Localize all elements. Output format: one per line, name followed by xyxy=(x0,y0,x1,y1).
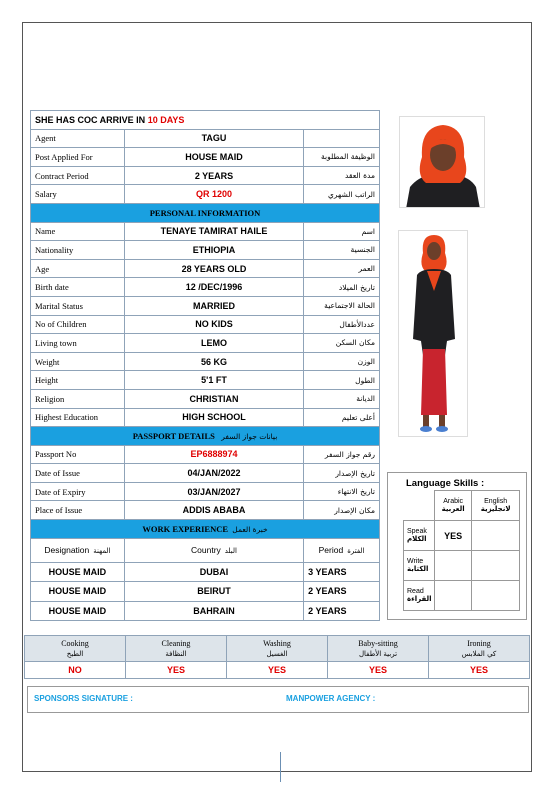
language-row-write xyxy=(404,551,520,581)
work-period: 2 YEARS xyxy=(304,582,380,602)
skill-title-cooking xyxy=(25,636,126,662)
info-value: MARRIED xyxy=(124,296,303,315)
info-value: 56 KG xyxy=(124,352,303,371)
language-col-label: English xyxy=(484,498,508,505)
language-skills-table xyxy=(403,490,520,611)
info-label: Birth date xyxy=(31,278,125,297)
info-label: Date of Expiry xyxy=(31,482,125,501)
coc-prefix: SHE HAS COC ARRIVE IN xyxy=(35,114,148,125)
info-label: Name xyxy=(31,222,125,241)
portrait-illustration xyxy=(400,117,485,208)
column-label-ar: الفترة xyxy=(347,547,365,556)
language-row-label xyxy=(404,551,435,581)
work-row xyxy=(31,601,380,621)
language-value xyxy=(472,521,520,551)
column-period xyxy=(304,538,380,562)
language-col-label-ar: العربية xyxy=(441,505,465,513)
info-value: 2 YEARS xyxy=(124,166,303,185)
sponsor-signature-label: SPONSORS SIGNATURE : xyxy=(34,694,133,703)
language-row-label xyxy=(404,521,435,551)
info-label-ar: تاريخ الميلاد xyxy=(304,278,380,297)
info-label: Post Applied For xyxy=(31,148,125,167)
section-title xyxy=(31,427,380,446)
info-label-ar: مدة العقد xyxy=(304,166,380,185)
work-row xyxy=(31,562,380,582)
info-label-ar: الديانة xyxy=(304,389,380,408)
language-row-label-en: Read xyxy=(407,588,424,595)
column-label: Country xyxy=(191,545,221,556)
work-designation: HOUSE MAID xyxy=(31,601,125,621)
skill-label-ar: تربية الأطفال xyxy=(358,649,398,658)
info-row xyxy=(31,371,380,390)
info-label: Salary xyxy=(31,185,125,204)
info-label-ar: العمر xyxy=(304,259,380,278)
full-body-photo xyxy=(398,230,468,437)
column-designation xyxy=(31,538,125,562)
skill-label: Baby-sitting xyxy=(358,638,398,648)
work-country: DUBAI xyxy=(124,562,303,582)
skill-title-washing xyxy=(227,636,328,662)
info-label: Age xyxy=(31,259,125,278)
language-skills-box xyxy=(387,472,527,620)
info-label-ar: الطول xyxy=(304,371,380,390)
work-columns-row xyxy=(31,538,380,562)
info-row xyxy=(31,278,380,297)
section-title-en: PASSPORT DETAILS xyxy=(132,430,215,441)
info-value: LEMO xyxy=(124,334,303,353)
section-title-ar: بيانات جواز السفر xyxy=(221,431,278,441)
full-body-illustration xyxy=(399,231,468,437)
info-label-ar: عددالأطفال xyxy=(304,315,380,334)
coc-arrival-text xyxy=(31,111,380,130)
column-label-ar: المهنة xyxy=(93,547,111,556)
info-value: CHRISTIAN xyxy=(124,389,303,408)
info-row xyxy=(31,222,380,241)
column-label: Period xyxy=(318,545,344,556)
info-label: Religion xyxy=(31,389,125,408)
info-row xyxy=(31,334,380,353)
info-label: No of Children xyxy=(31,315,125,334)
info-value: 12 /DEC/1996 xyxy=(124,278,303,297)
skill-label: Washing xyxy=(263,638,291,648)
manpower-agency-label: MANPOWER AGENCY : xyxy=(286,694,376,703)
language-row-speak xyxy=(404,521,520,551)
info-label-ar: مكان الإصدار xyxy=(304,501,380,520)
language-value xyxy=(472,581,520,611)
info-value: ADDIS ABABA xyxy=(124,501,303,520)
info-row xyxy=(31,259,380,278)
info-row xyxy=(31,296,380,315)
section-title xyxy=(31,520,380,539)
language-row-label xyxy=(404,581,435,611)
language-row-label-ar: الكلام xyxy=(407,535,427,543)
skill-label-ar: الغسيل xyxy=(266,649,288,658)
language-row-label-ar: القراءة xyxy=(407,595,432,603)
work-country: BAHRAIN xyxy=(124,601,303,621)
section-passport-header xyxy=(31,427,380,446)
info-value: 28 YEARS OLD xyxy=(124,259,303,278)
info-row xyxy=(31,352,380,371)
skill-label-ar: النظافة xyxy=(165,649,187,658)
info-label: Date of Issue xyxy=(31,464,125,483)
language-row-label-en: Write xyxy=(407,558,424,565)
skill-value: YES xyxy=(429,662,530,679)
language-col-label: Arabic xyxy=(443,498,464,505)
info-label-ar: تاريخ الانتهاء xyxy=(304,482,380,501)
info-label: Height xyxy=(31,371,125,390)
skill-value: YES xyxy=(227,662,328,679)
info-value: 5'1 FT xyxy=(124,371,303,390)
signature-box xyxy=(27,686,529,713)
info-label-ar: الجنسية xyxy=(304,241,380,260)
language-row-read xyxy=(404,581,520,611)
work-country: BEIRUT xyxy=(124,582,303,602)
info-value: HOUSE MAID xyxy=(124,148,303,167)
language-value: YES xyxy=(435,521,472,551)
info-row xyxy=(31,241,380,260)
info-row-post xyxy=(31,148,380,167)
skills-values-row xyxy=(25,662,530,679)
info-label: Highest Education xyxy=(31,408,125,427)
skills-titles-row xyxy=(25,636,530,662)
section-title-en: WORK EXPERIENCE xyxy=(142,523,229,534)
info-label: Weight xyxy=(31,352,125,371)
info-label-ar: الحالة الاجتماعية xyxy=(304,296,380,315)
info-label: Contract Period xyxy=(31,166,125,185)
info-label-ar: رقم جواز السفر xyxy=(304,445,380,464)
work-row xyxy=(31,582,380,602)
info-row-agent xyxy=(31,129,380,148)
skill-title-ironing xyxy=(429,636,530,662)
info-value: 04/JAN/2022 xyxy=(124,464,303,483)
language-col-label-ar: لانجليزية xyxy=(480,505,511,513)
language-value xyxy=(435,581,472,611)
section-title-ar: خبرة العمل xyxy=(232,524,268,534)
skill-value: YES xyxy=(328,662,429,679)
info-label-ar xyxy=(304,129,380,148)
skill-label-ar: كي الملابس xyxy=(461,649,497,658)
language-header-row xyxy=(404,491,520,521)
info-label: Nationality xyxy=(31,241,125,260)
skill-title-cleaning xyxy=(126,636,227,662)
info-row xyxy=(31,389,380,408)
info-row xyxy=(31,315,380,334)
info-label: Living town xyxy=(31,334,125,353)
info-row xyxy=(31,464,380,483)
info-row xyxy=(31,408,380,427)
language-corner-cell xyxy=(404,491,435,521)
info-value: TENAYE TAMIRAT HAILE xyxy=(124,222,303,241)
language-value xyxy=(472,551,520,581)
info-label-ar: تاريخ الإصدار xyxy=(304,464,380,483)
skills-table xyxy=(24,635,530,679)
info-label-ar: الراتب الشهري xyxy=(304,185,380,204)
info-value: NO KIDS xyxy=(124,315,303,334)
language-col-english xyxy=(472,491,520,521)
skill-label: Cooking xyxy=(61,638,89,648)
language-value xyxy=(435,551,472,581)
work-period: 2 YEARS xyxy=(304,601,380,621)
language-row-label-ar: الكتابة xyxy=(407,565,429,573)
info-label: Passport No xyxy=(31,445,125,464)
info-label-ar: الوزن xyxy=(304,352,380,371)
skill-label: Ironing xyxy=(467,638,491,648)
info-label: Marital Status xyxy=(31,296,125,315)
info-row xyxy=(31,482,380,501)
info-value: TAGU xyxy=(124,129,303,148)
info-row-contract xyxy=(31,166,380,185)
language-skills-title: Language Skills : xyxy=(406,478,485,489)
column-country xyxy=(124,538,303,562)
info-value: HIGH SCHOOL xyxy=(124,408,303,427)
skill-label-ar: الطبخ xyxy=(66,649,84,658)
work-designation: HOUSE MAID xyxy=(31,582,125,602)
column-label-ar: البلد xyxy=(224,547,237,556)
language-row-label-en: Speak xyxy=(407,528,427,535)
page-divider-mark xyxy=(280,752,281,782)
salary-value: QR 1200 xyxy=(124,185,303,204)
info-row xyxy=(31,501,380,520)
section-personal-header xyxy=(31,203,380,222)
info-label-ar: مكان السكن xyxy=(304,334,380,353)
skill-value: NO xyxy=(25,662,126,679)
info-label-ar: اسم xyxy=(304,222,380,241)
info-row xyxy=(31,445,380,464)
coc-days: 10 DAYS xyxy=(147,114,185,125)
info-label: Place of Issue xyxy=(31,501,125,520)
cv-info-table xyxy=(30,110,380,621)
info-label: Agent xyxy=(31,129,125,148)
passport-number: EP6888974 xyxy=(124,445,303,464)
info-row-salary xyxy=(31,185,380,204)
info-label-ar: الوظيفة المطلوبة xyxy=(304,148,380,167)
skill-label: Cleaning xyxy=(161,638,191,648)
work-period: 3 YEARS xyxy=(304,562,380,582)
info-label-ar: أعلى تعليم xyxy=(304,408,380,427)
coc-arrival-row xyxy=(31,111,380,130)
column-label: Designation xyxy=(44,545,90,556)
skill-title-babysitting xyxy=(328,636,429,662)
language-col-arabic xyxy=(435,491,472,521)
work-designation: HOUSE MAID xyxy=(31,562,125,582)
portrait-photo xyxy=(399,116,485,208)
info-value: 03/JAN/2027 xyxy=(124,482,303,501)
section-work-header xyxy=(31,520,380,539)
info-value: ETHIOPIA xyxy=(124,241,303,260)
section-title: PERSONAL INFORMATION xyxy=(31,203,380,222)
skill-value: YES xyxy=(126,662,227,679)
